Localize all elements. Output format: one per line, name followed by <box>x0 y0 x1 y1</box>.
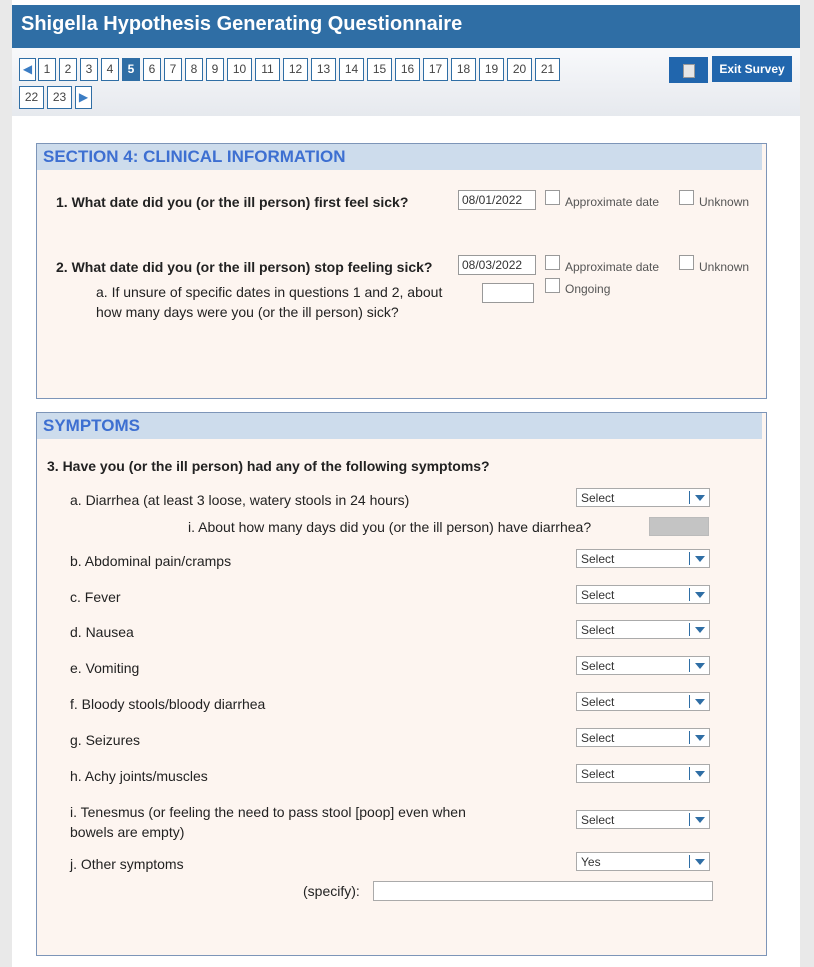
page-link-7[interactable]: 7 <box>164 58 182 81</box>
select-value: Select <box>581 695 615 709</box>
symptom-select[interactable] <box>576 728 710 747</box>
next-page-button[interactable] <box>75 86 92 109</box>
q1-approximate-label: Approximate date <box>565 195 660 209</box>
symptom-select[interactable] <box>576 488 710 507</box>
symptom-select[interactable] <box>576 585 710 604</box>
symptom-label: a. Diarrhea (at least 3 loose, watery stools in 24 hours) <box>70 492 410 508</box>
diarrhea-days-input <box>649 517 709 536</box>
chevron-down-icon <box>689 855 709 868</box>
first-sick-date-input[interactable]: 08/01/2022 <box>458 190 536 210</box>
select-value: Select <box>581 767 615 781</box>
chevron-down-icon <box>689 695 709 708</box>
q2-unknown-checkbox[interactable] <box>679 255 694 270</box>
select-value: Select <box>581 623 615 637</box>
chevron-down-icon <box>689 813 709 826</box>
select-value: Select <box>581 731 615 745</box>
symptom-select[interactable] <box>576 810 710 829</box>
chevron-down-icon <box>689 659 709 672</box>
symptom-label: d. Nausea <box>70 624 134 640</box>
q1-unknown-label: Unknown <box>699 195 750 209</box>
chevron-down-icon <box>689 623 709 636</box>
symptom-select[interactable] <box>576 692 710 711</box>
page-link-9[interactable]: 9 <box>206 58 224 81</box>
page-link-13[interactable]: 13 <box>311 58 336 81</box>
page-link-1[interactable]: 1 <box>38 58 56 81</box>
q2-label: 2. What date did you (or the ill person) stop feeling sick? <box>56 259 433 275</box>
symptoms-section <box>36 412 767 956</box>
select-value: Select <box>581 659 615 673</box>
days-sick-input[interactable] <box>482 283 534 303</box>
page-link-3[interactable]: 3 <box>80 58 98 81</box>
page-link-5[interactable]: 5 <box>122 58 140 81</box>
page-link-20[interactable]: 20 <box>507 58 532 81</box>
select-value: Yes <box>581 855 601 869</box>
ongoing-checkbox[interactable] <box>545 278 560 293</box>
symptom-label: i. Tenesmus (or feeling the need to pass stool [poop] even when bowels are empty) <box>70 804 466 840</box>
symptom-label: f. Bloody stools/bloody diarrhea <box>70 696 266 712</box>
chevron-down-icon <box>689 552 709 565</box>
page-link-8[interactable]: 8 <box>185 58 203 81</box>
select-value: Select <box>581 491 615 505</box>
symptom-select[interactable] <box>576 549 710 568</box>
symptom-label: j. Other symptoms <box>70 856 184 872</box>
symptom-select[interactable] <box>576 656 710 675</box>
diarrhea-days-label: i. About how many days did you (or the ill person) have diarrhea? <box>188 519 592 535</box>
symptom-label: b. Abdominal pain/cramps <box>70 553 232 569</box>
page-link-12[interactable]: 12 <box>283 58 308 81</box>
page-link-2[interactable]: 2 <box>59 58 77 81</box>
page-link-15[interactable]: 15 <box>367 58 392 81</box>
page-link-4[interactable]: 4 <box>101 58 119 81</box>
clinical-information-section <box>36 143 767 399</box>
section-title: SYMPTOMS <box>37 413 762 439</box>
chevron-down-icon <box>689 731 709 744</box>
q2-approximate-label: Approximate date <box>565 260 660 274</box>
page-title: Shigella Hypothesis Generating Questionnaire <box>12 5 800 48</box>
q1-unknown-checkbox[interactable] <box>679 190 694 205</box>
q1-label: 1. What date did you (or the ill person) first feel sick? <box>56 194 409 210</box>
next-page-icon: ▶ <box>78 90 89 104</box>
chevron-down-icon <box>689 588 709 601</box>
q2a-label: a. If unsure of specific dates in questions 1 and 2, about how many days were you (or the ill person) sick? <box>96 284 443 320</box>
q2-unknown-label: Unknown <box>699 260 750 274</box>
page-link-23[interactable]: 23 <box>47 86 72 109</box>
q2-approximate-checkbox[interactable] <box>545 255 560 270</box>
symptom-label: h. Achy joints/muscles <box>70 768 208 784</box>
symptom-label: e. Vomiting <box>70 660 140 676</box>
symptom-label: c. Fever <box>70 589 121 605</box>
ongoing-label: Ongoing <box>565 282 611 296</box>
specify-label: (specify): <box>303 883 360 899</box>
previous-page-icon: ◀ <box>22 62 33 76</box>
symptom-label: g. Seizures <box>70 732 141 748</box>
page-link-14[interactable]: 14 <box>339 58 364 81</box>
page-link-17[interactable]: 17 <box>423 58 448 81</box>
other-symptoms-specify-input[interactable] <box>373 881 713 901</box>
save-icon <box>683 64 695 78</box>
page-link-6[interactable]: 6 <box>143 58 161 81</box>
symptom-select[interactable] <box>576 764 710 783</box>
chevron-down-icon <box>689 767 709 780</box>
exit-survey-button[interactable]: Exit Survey <box>712 56 792 82</box>
page-link-19[interactable]: 19 <box>479 58 504 81</box>
symptom-select[interactable] <box>576 852 710 871</box>
page-link-16[interactable]: 16 <box>395 58 420 81</box>
page-link-10[interactable]: 10 <box>227 58 252 81</box>
q3-label: 3. Have you (or the ill person) had any of the following symptoms? <box>47 458 490 474</box>
page-link-11[interactable]: 11 <box>255 58 280 81</box>
select-value: Select <box>581 552 615 566</box>
chevron-down-icon <box>689 491 709 504</box>
page-link-18[interactable]: 18 <box>451 58 476 81</box>
select-value: Select <box>581 588 615 602</box>
section-title: SECTION 4: CLINICAL INFORMATION <box>37 144 762 170</box>
save-button[interactable] <box>669 57 708 83</box>
symptom-select[interactable] <box>576 620 710 639</box>
page-link-22[interactable]: 22 <box>19 86 44 109</box>
previous-page-button[interactable] <box>19 58 36 81</box>
select-value: Select <box>581 813 615 827</box>
q1-approximate-checkbox[interactable] <box>545 190 560 205</box>
page-link-21[interactable]: 21 <box>535 58 560 81</box>
stop-sick-date-input[interactable]: 08/03/2022 <box>458 255 536 275</box>
